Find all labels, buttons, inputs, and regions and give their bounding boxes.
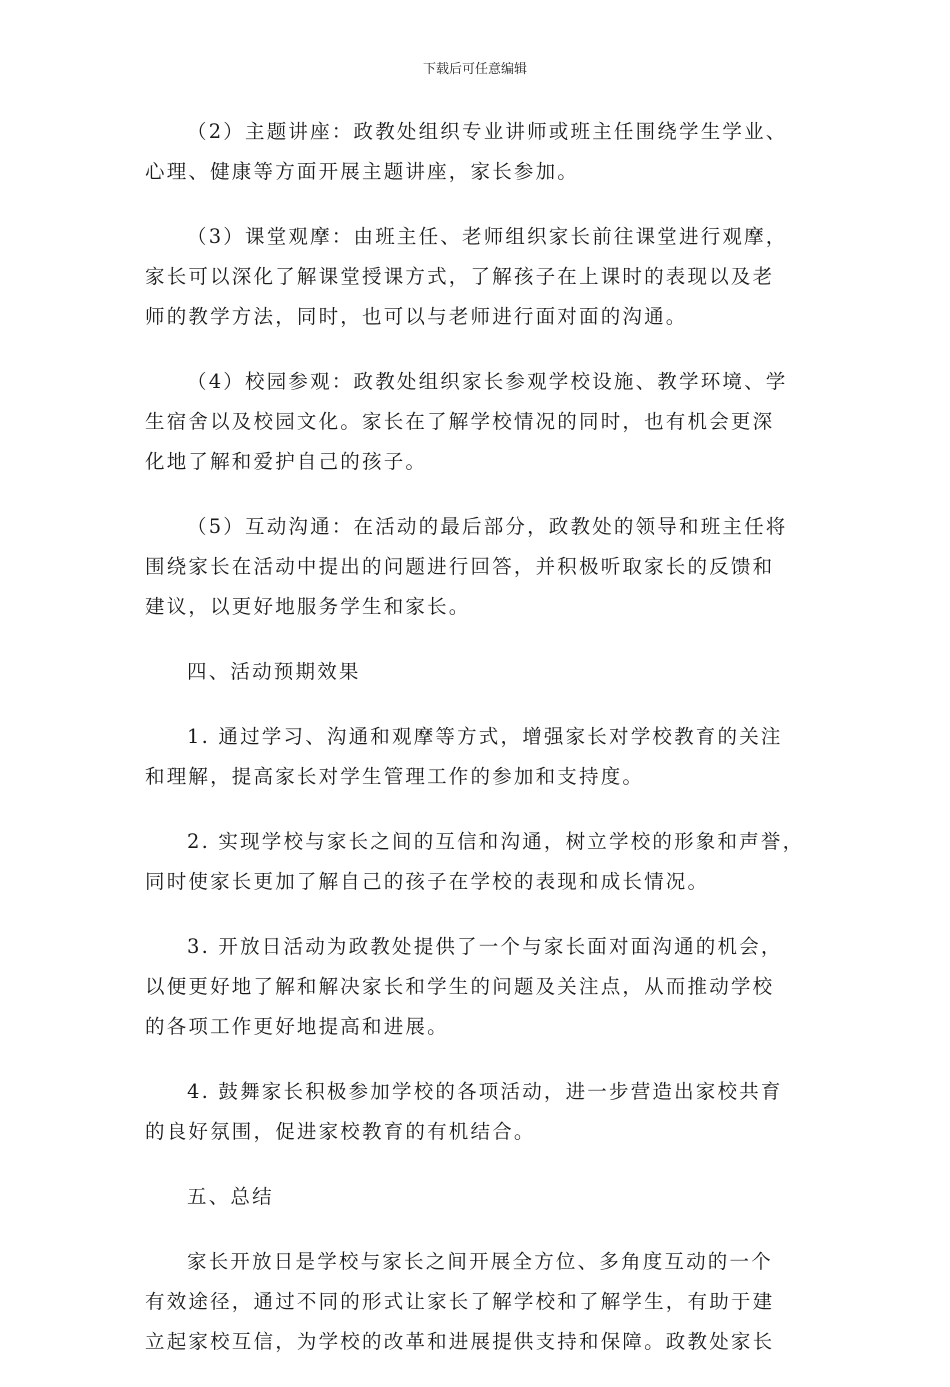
- text-line: 化地了解和爱护自己的孩子。: [145, 450, 428, 473]
- text-line: 家长开放日是学校与家长之间开展全方位、多角度互动的一个: [187, 1250, 773, 1273]
- text-line: （3）课堂观摩：由班主任、老师组织家长前往课堂进行观摩，: [187, 225, 788, 248]
- text-line: 围绕家长在活动中提出的问题进行回答，并积极听取家长的反馈和: [145, 555, 775, 578]
- paragraph-effect-4: [145, 1072, 807, 1152]
- text-line: 2. 实现学校与家长之间的互信和沟通，树立学校的形象和声誉，: [187, 830, 805, 853]
- paragraph-effect-2: [145, 822, 807, 902]
- text-line: 建议，以更好地服务学生和家长。: [145, 595, 471, 618]
- section-heading-expected-effects: 四、活动预期效果: [187, 660, 361, 683]
- text-line: （2）主题讲座：政教处组织专业讲师或班主任围绕学生学业、: [187, 120, 788, 143]
- text-line: 心理、健康等方面开展主题讲座，家长参加。: [145, 160, 580, 183]
- text-line: 的各项工作更好地提高和进展。: [145, 1015, 449, 1038]
- text-line: 和理解，提高家长对学生管理工作的参加和支持度。: [145, 765, 645, 788]
- paragraph-lecture: [145, 112, 807, 192]
- paragraph-interaction: [145, 507, 807, 627]
- text-line: 立起家校互信，为学校的改革和进展提供支持和保障。政教处家长: [145, 1330, 775, 1353]
- text-line: （4）校园参观：政教处组织家长参观学校设施、教学环境、学: [187, 370, 788, 393]
- text-line: 同时使家长更加了解自己的孩子在学校的表现和成长情况。: [145, 870, 710, 893]
- text-line: 有效途径，通过不同的形式让家长了解学校和了解学生，有助于建: [145, 1290, 775, 1313]
- paragraph-effect-1: [145, 717, 807, 797]
- paragraph-summary: [145, 1242, 807, 1362]
- page-header-note: 下载后可任意编辑: [422, 62, 527, 77]
- text-line: 的良好氛围，促进家校教育的有机结合。: [145, 1120, 536, 1143]
- paragraph-campus-visit: [145, 362, 807, 482]
- text-line: 4. 鼓舞家长积极参加学校的各项活动，进一步营造出家校共育: [187, 1080, 783, 1103]
- section-heading-summary: 五、总结: [187, 1185, 274, 1208]
- text-line: 家长可以深化了解课堂授课方式，了解孩子在上课时的表现以及老: [145, 265, 775, 288]
- text-line: 1. 通过学习、沟通和观摩等方式，增强家长对学校教育的关注: [187, 725, 783, 748]
- text-line: 3. 开放日活动为政教处提供了一个与家长面对面沟通的机会，: [187, 935, 783, 958]
- paragraph-class-observation: [145, 217, 807, 337]
- document-body: [145, 112, 807, 1387]
- text-line: （5）互动沟通：在活动的最后部分，政教处的领导和班主任将: [187, 515, 788, 538]
- text-line: 师的教学方法，同时，也可以与老师进行面对面的沟通。: [145, 305, 688, 328]
- text-line: 生宿舍以及校园文化。家长在了解学校情况的同时，也有机会更深: [145, 410, 775, 433]
- paragraph-effect-3: [145, 927, 807, 1047]
- text-line: 以便更好地了解和解决家长和学生的问题及关注点，从而推动学校: [145, 975, 775, 998]
